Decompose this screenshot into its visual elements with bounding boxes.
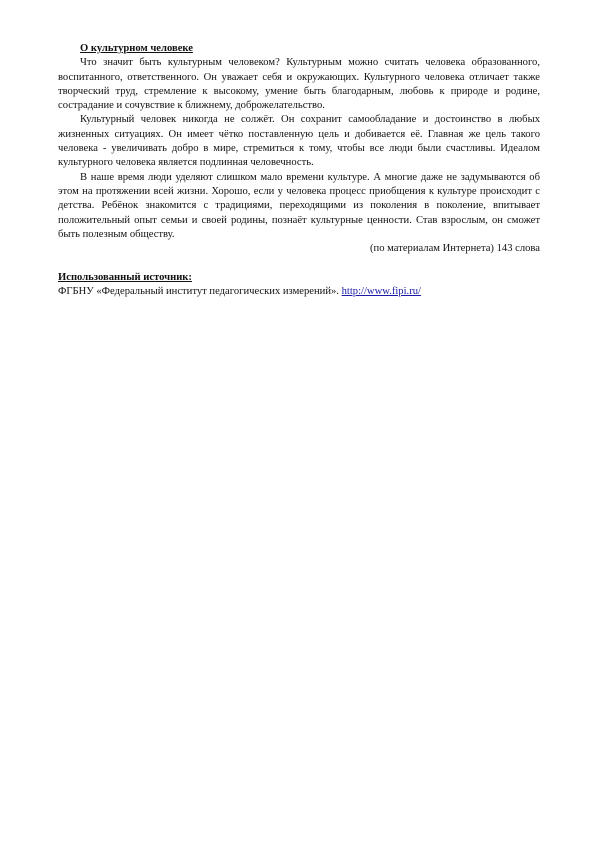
document-body [58,42,540,299]
paragraph-3: В наше время люди уделяют слишком мало времени культуре. А многие даже не задумываются об этом на протяжении всей жизни. Хорошо, если у человека процесс приобщения к культуре происходит с детства. Ребёнок знакомится с традициями, переходящими из поколения в поколение, впитывает положительный опыт семьи и своей родины, познаёт культурные ценности. Став взрослым, он сможет быть полезным обществу. [58,171,540,240]
source-entry [58,285,540,299]
source-organization: ФГБНУ «Федеральный институт педагогических измерений». [58,286,339,298]
spacer [58,256,540,270]
attribution-line: (по материалам Интернета) 143 слова [370,243,540,255]
sources-heading: Использованный источник: [58,271,192,283]
document-title: О культурном человеке [80,43,193,54]
paragraph-2: Культурный человек никогда не солжёт. Он сохранит самообладание и достоинство в любых жизненных ситуациях. Он имеет чётко поставленную цель и добивается её. Главная же цель такого человека - увеличивать добро в мире, стремиться к тому, чтобы все люди были счастливы. Идеалом культурного человека является подлинная человечность. [58,114,540,169]
source-link[interactable]: http://www.fipi.ru/ [341,286,421,298]
paragraph-1: Что значит быть культурным человеком? Культурным можно считать человека образованного, воспитанного, ответственного. Он уважает себя и окружающих. Культурного человека отличает также творческий труд, стремление к высокому, умение быть благодарным, любовь к природе и родине, сострадание и сочувствие к ближнему, доброжелательство. [58,57,540,112]
